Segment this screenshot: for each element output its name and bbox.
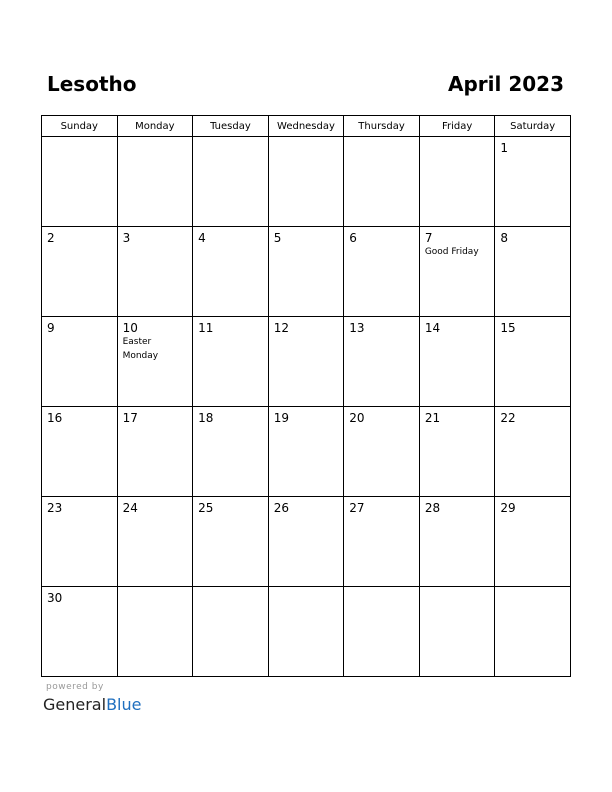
- day-cell: [42, 587, 118, 677]
- day-number: 14: [424, 321, 441, 335]
- day-number: 17: [122, 411, 138, 425]
- day-cell: [193, 407, 269, 497]
- day-number: 29: [500, 501, 516, 515]
- day-cell: [419, 497, 495, 587]
- week-row: [42, 587, 571, 677]
- day-cell: [495, 587, 571, 677]
- day-cell: [419, 137, 495, 227]
- week-row: [42, 227, 571, 317]
- day-number: 30: [47, 591, 63, 605]
- day-cell: [344, 317, 420, 407]
- brand-footer: [43, 682, 141, 715]
- day-number: 9: [47, 321, 55, 335]
- day-number: 21: [424, 411, 441, 425]
- weekday-header: Saturday: [495, 116, 571, 137]
- day-cell: [268, 587, 344, 677]
- day-cell: [42, 137, 118, 227]
- day-number: 22: [500, 411, 516, 425]
- weekday-header-row: [42, 116, 571, 137]
- day-cell: [117, 587, 193, 677]
- day-cell: [193, 227, 269, 317]
- day-cell: [419, 227, 495, 317]
- week-row: [42, 407, 571, 497]
- weekday-header: Friday: [419, 116, 495, 137]
- day-cell: [193, 587, 269, 677]
- day-cell: [419, 317, 495, 407]
- day-number: 27: [349, 501, 365, 515]
- day-cell: [344, 227, 420, 317]
- day-cell: [495, 497, 571, 587]
- day-number: 1: [500, 141, 509, 155]
- day-cell: [193, 317, 269, 407]
- day-cell: [344, 587, 420, 677]
- day-cell: [42, 317, 118, 407]
- day-cell: [193, 137, 269, 227]
- brand-blue-text: Blue: [106, 695, 142, 714]
- day-number: 16: [47, 411, 63, 425]
- day-number: 8: [500, 231, 509, 245]
- day-cell: [117, 317, 193, 407]
- day-number: 18: [198, 411, 214, 425]
- weekday-header: Tuesday: [193, 116, 269, 137]
- day-cell: [344, 137, 420, 227]
- day-number: 20: [349, 411, 365, 425]
- day-cell: [268, 317, 344, 407]
- brand-general-text: General: [43, 695, 107, 714]
- day-number: 25: [198, 501, 214, 515]
- day-cell: [193, 497, 269, 587]
- day-number: 12: [273, 321, 289, 335]
- week-row: [42, 137, 571, 227]
- day-cell: [117, 497, 193, 587]
- powered-by-text: powered by: [46, 682, 104, 692]
- day-number: 10: [122, 321, 138, 335]
- day-number: 6: [349, 231, 357, 245]
- day-cell: [495, 227, 571, 317]
- day-cell: [42, 407, 118, 497]
- day-cell: [344, 497, 420, 587]
- day-cell: [344, 407, 420, 497]
- day-number: 3: [122, 231, 131, 245]
- day-number: 23: [47, 501, 63, 515]
- day-cell: [419, 407, 495, 497]
- month-year-title: April 2023: [448, 72, 564, 96]
- day-cell: [495, 407, 571, 497]
- week-row: [42, 497, 571, 587]
- day-cell: [268, 497, 344, 587]
- weekday-header: Wednesday: [268, 116, 344, 137]
- country-title: Lesotho: [47, 72, 137, 96]
- day-cell: [117, 137, 193, 227]
- day-number: 7: [424, 231, 433, 245]
- day-number: 19: [273, 411, 289, 425]
- day-number: 24: [122, 501, 138, 515]
- day-cell: [117, 407, 193, 497]
- weekday-header: Monday: [117, 116, 193, 137]
- week-row: [42, 317, 571, 407]
- day-number: 28: [424, 501, 441, 515]
- day-cell: [495, 137, 571, 227]
- calendar-grid: [41, 115, 571, 677]
- day-cell: [42, 497, 118, 587]
- day-number: 13: [349, 321, 365, 335]
- day-cell: [495, 317, 571, 407]
- day-number: 4: [198, 231, 206, 245]
- holiday-label: Easter Monday: [122, 337, 159, 361]
- day-cell: [419, 587, 495, 677]
- day-cell: [42, 227, 118, 317]
- day-number: 15: [500, 321, 516, 335]
- day-cell: [268, 137, 344, 227]
- weekday-header: Thursday: [344, 116, 420, 137]
- generalblue-logo: [43, 695, 141, 715]
- holiday-label: Good Friday: [424, 247, 479, 257]
- day-number: 5: [273, 231, 282, 245]
- day-cell: [117, 227, 193, 317]
- day-number: 2: [47, 231, 55, 245]
- day-number: 26: [273, 501, 289, 515]
- day-cell: [268, 227, 344, 317]
- day-cell: [268, 407, 344, 497]
- weekday-header: Sunday: [42, 116, 118, 137]
- day-number: 11: [198, 321, 214, 335]
